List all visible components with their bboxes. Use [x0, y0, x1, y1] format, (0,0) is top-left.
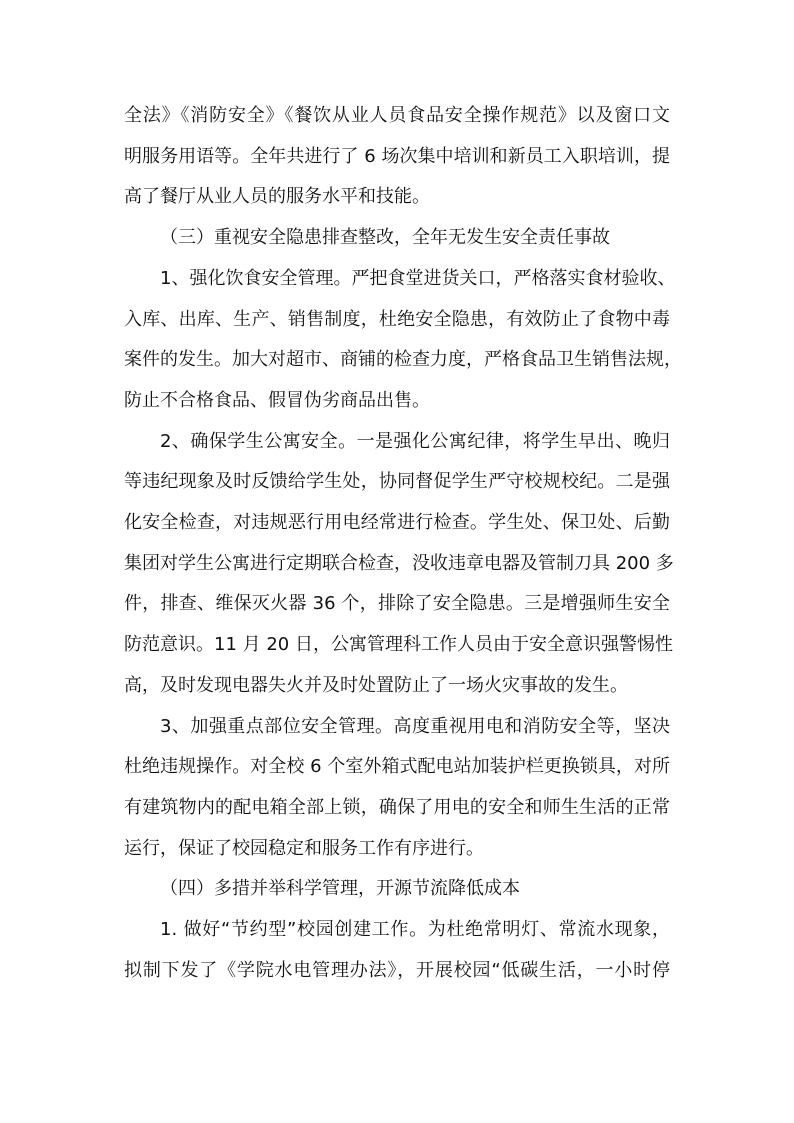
section-heading: （三）重视安全隐患排查整改，全年无发生安全责任事故 [160, 227, 610, 249]
text-line: 杜绝违规操作。对全校 6 个室外箱式配电站加装护栏更换锁具，对所 [124, 756, 670, 778]
text-line: 明服务用语等。全年共进行了 6 场次集中培训和新员工入职培训，提 [124, 145, 670, 167]
text-line: 入库、出库、生产、销售制度，杜绝安全隐患，有效防止了食物中毒 [124, 308, 670, 330]
text-line: 集团对学生公寓进行定期联合检查，没收违章电器及管制刀具 200 多 [124, 552, 674, 574]
text-line: 运行，保证了校园稳定和服务工作有序进行。 [124, 837, 484, 859]
text-line: 有建筑物内的配电箱全部上锁，确保了用电的安全和师生生活的正常 [124, 796, 670, 818]
text-line: 1. 做好“节约型”校园创建工作。为杜绝常明灯、常流水现象， [160, 919, 670, 940]
text-line: 高，及时发现电器失火并及时处置防止了一场火灾事故的发生。 [124, 674, 628, 696]
text-line: 1、强化饮食安全管理。严把食堂进货关口，严格落实食材验收、 [160, 267, 676, 289]
text-line: 化安全检查，对违规恶行用电经常进行检查。学生处、保卫处、后勤 [124, 512, 670, 533]
text-line: 案件的发生。加大对超市、商铺的检查力度，严格食品卫生销售法规， [124, 349, 682, 371]
text-line: 3、加强重点部位安全管理。高度重视用电和消防安全等，坚决 [160, 715, 670, 737]
text-line: 件，排查、维保灭火器 36 个，排除了安全隐患。三是增强师生安全 [124, 593, 670, 615]
text-line: 等违纪现象及时反馈给学生处，协同督促学生严守校规校纪。二是强 [124, 471, 670, 493]
text-line: 2、确保学生公寓安全。一是强化公寓纪律，将学生早出、晚归 [160, 430, 670, 452]
text-line: 防范意识。11 月 20 日，公寓管理科工作人员由于安全意识强警惕性 [124, 634, 673, 656]
text-line: 高了餐厅从业人员的服务水平和技能。 [124, 186, 430, 208]
section-heading: （四）多措并举科学管理，开源节流降低成本 [160, 878, 520, 900]
text-line: 全法》《消防安全》《餐饮从业人员食品安全操作规范》以及窗口文 [124, 105, 670, 126]
text-line: 拟制下发了《学院水电管理办法》，开展校园“低碳生活，一小时停 [124, 959, 670, 981]
text-line: 防止不合格食品、假冒伪劣商品出售。 [124, 389, 430, 411]
